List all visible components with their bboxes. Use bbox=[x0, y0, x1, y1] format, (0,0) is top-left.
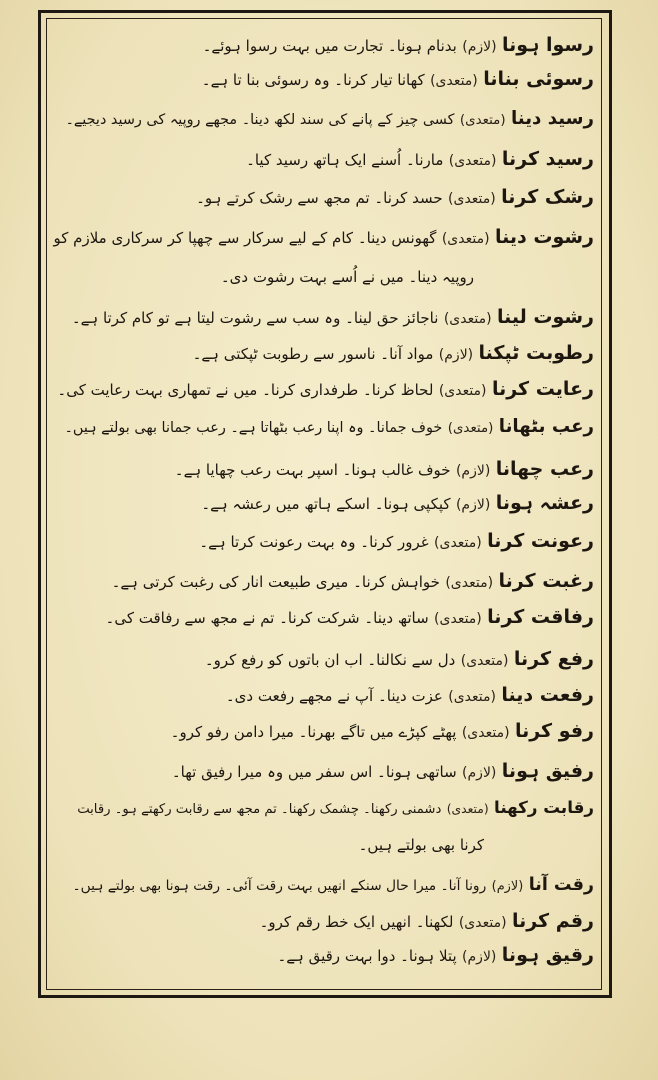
entry-definition: عزت دینا۔ آپ نے مجھے رفعت دی۔ bbox=[225, 687, 443, 705]
entry-definition: ساتھی ہونا۔ اس سفر میں وہ میرا رفیق تھا۔ bbox=[171, 763, 457, 781]
entry-grammar: (متعدی) bbox=[460, 653, 509, 669]
entry-grammar: (متعدی) bbox=[434, 611, 482, 627]
page-top-mark bbox=[310, 0, 330, 8]
entry-definition: حسد کرنا۔ تم مجھ سے رشک کرتے ہو۔ bbox=[196, 189, 443, 207]
entry-grammar: (متعدی) bbox=[441, 231, 490, 247]
entry-grammar: (لازم) bbox=[491, 879, 524, 894]
entry-term: رسید کرنا bbox=[501, 148, 594, 170]
entry-term: رعایت کرنا bbox=[491, 378, 594, 400]
entry-term: رسید دینا bbox=[510, 108, 594, 129]
entry-term: رطوبت ٹپکنا bbox=[478, 342, 594, 364]
entry-grammar: (متعدی) bbox=[448, 689, 496, 705]
entry-definition: مواد آنا۔ ناسور سے رطوبت ٹپکتی ہے۔ bbox=[192, 345, 434, 363]
entry-grammar: (لازم) bbox=[455, 497, 491, 513]
entry-grammar: (متعدی) bbox=[448, 191, 496, 207]
entry-term: رغبت کرنا bbox=[498, 570, 594, 592]
entry-definition: غرور کرنا۔ وہ بہت رعونت کرتا ہے۔ bbox=[199, 533, 429, 551]
entry-term: رشوت لینا bbox=[496, 306, 594, 328]
entry-definition: خوف جمانا۔ وہ اپنا رعب بٹھاتا ہے۔ رعب جمانا بھی بولتے ہیں۔ bbox=[64, 420, 443, 436]
entry-grammar: (متعدی) bbox=[434, 535, 482, 551]
entry-term: رعونت کرنا bbox=[487, 530, 594, 552]
entry-grammar: (متعدی) bbox=[430, 73, 478, 89]
entry-grammar: (متعدی) bbox=[445, 575, 494, 591]
entry-definition: ناجائز حق لینا۔ وہ سب سے رشوت لیتا ہے تو کام کرتا ہے۔ bbox=[71, 309, 439, 327]
entry bbox=[54, 68, 594, 92]
entry-grammar: (لازم) bbox=[438, 347, 474, 363]
entry bbox=[54, 720, 594, 744]
entry bbox=[54, 796, 594, 821]
entry bbox=[54, 148, 594, 172]
entry-definition: کپکپی ہونا۔ اسکے ہاتھ میں رعشہ ہے۔ bbox=[201, 495, 451, 513]
entry-term: رشک کرنا bbox=[501, 186, 594, 208]
entry-grammar: (متعدی) bbox=[446, 802, 489, 816]
entry-term: رعشہ ہونا bbox=[495, 492, 594, 514]
entry bbox=[54, 34, 594, 58]
entry bbox=[54, 378, 594, 402]
entry bbox=[54, 760, 594, 784]
entry-definition: روپیہ دینا۔ میں نے اُسے بہت رشوت دی۔ bbox=[220, 268, 474, 286]
entry-definition: خواہش کرنا۔ میری طبیعت انار کی رغبت کرتی ہے۔ bbox=[111, 573, 440, 591]
entry-term: رسوا ہونا bbox=[502, 34, 594, 56]
entry-definition: کھانا تیار کرنا۔ وہ رسوئی بنا تا ہے۔ bbox=[201, 71, 425, 89]
entry-term: رفیق ہونا bbox=[501, 760, 594, 782]
entry-term: رفع کرنا bbox=[513, 648, 594, 670]
entry-term: رفو کرنا bbox=[514, 720, 594, 742]
entry-definition: دشمنی رکھنا۔ چشمک رکھنا۔ تم مجھ سے رقابت رکھتے ہو۔ رقابت bbox=[77, 802, 442, 817]
entry bbox=[54, 944, 594, 968]
entry-grammar: (لازم) bbox=[462, 39, 497, 55]
entry-definition: گھونس دینا۔ کام کے لیے سرکار سے چھپا کر سرکاری ملازم کو bbox=[53, 229, 437, 247]
entry-definition: کرنا بھی بولتے ہیں۔ bbox=[358, 836, 484, 854]
entry-grammar: (متعدی) bbox=[447, 421, 494, 436]
entry-continuation bbox=[54, 834, 594, 856]
entry bbox=[54, 226, 594, 250]
entry bbox=[54, 108, 594, 132]
entry-definition: مارنا۔ اُسنے ایک ہاتھ رسید کیا۔ bbox=[246, 151, 444, 169]
entry bbox=[54, 492, 594, 516]
entry bbox=[54, 684, 594, 708]
entry bbox=[54, 306, 594, 330]
entry-definition: کسی چیز کے پانے کی سند لکھ دینا۔ مجھے روپیہ کی رسید دیجیے۔ bbox=[65, 112, 455, 128]
entry bbox=[54, 342, 594, 366]
entry bbox=[54, 910, 594, 934]
entry-grammar: (متعدی) bbox=[443, 311, 492, 327]
entry-grammar: (لازم) bbox=[462, 949, 497, 965]
entry-term: رقم کرنا bbox=[511, 910, 594, 932]
dictionary-entries bbox=[54, 26, 594, 976]
entry bbox=[54, 606, 594, 630]
entry-grammar: (لازم) bbox=[455, 463, 491, 479]
entry-grammar: (متعدی) bbox=[458, 915, 507, 931]
entry-term: رقت آنا bbox=[528, 875, 594, 895]
entry-term: رقابت رکھنا bbox=[494, 797, 594, 817]
entry-term: رشوت دینا bbox=[494, 226, 594, 248]
entry bbox=[54, 570, 594, 594]
entry-continuation bbox=[54, 266, 594, 288]
entry-grammar: (متعدی) bbox=[459, 113, 506, 128]
entry-grammar: (متعدی) bbox=[461, 725, 510, 741]
entry-term: رفاقت کرنا bbox=[487, 606, 594, 628]
entry-definition: پتلا ہونا۔ دوا بہت رقیق ہے۔ bbox=[277, 947, 457, 965]
entry-term: رعب بٹھانا bbox=[498, 416, 594, 437]
entry-definition: بدنام ہونا۔ تجارت میں بہت رسوا ہوئے۔ bbox=[202, 37, 457, 55]
entry bbox=[54, 874, 594, 898]
entry-definition: دل سے نکالنا۔ اب ان باتوں کو رفع کرو۔ bbox=[204, 651, 456, 669]
entry bbox=[54, 648, 594, 672]
entry-term: رقیق ہونا bbox=[501, 944, 594, 966]
entry bbox=[54, 530, 594, 554]
entry-grammar: (متعدی) bbox=[438, 383, 487, 399]
entry-term: رعب چھانا bbox=[495, 458, 594, 480]
entry-definition: پھٹے کپڑے میں تاگے بھرنا۔ میرا دامن رفو کرو۔ bbox=[170, 723, 457, 741]
entry-definition: رونا آنا۔ میرا حال سنکے انھیں بہت رقت آئی۔ رقت ہونا بھی بولتے ہیں۔ bbox=[72, 878, 487, 894]
entry-definition: لکھنا۔ انھیں ایک خط رقم کرو۔ bbox=[259, 913, 454, 931]
entry-grammar: (لازم) bbox=[462, 765, 497, 781]
entry-term: رسوئی بنانا bbox=[483, 68, 594, 90]
entry bbox=[54, 416, 594, 440]
entry-term: رفعت دینا bbox=[501, 684, 594, 706]
entry bbox=[54, 458, 594, 482]
entry-definition: خوف غالب ہونا۔ اسپر بہت رعب چھایا ہے۔ bbox=[174, 461, 451, 479]
entry bbox=[54, 186, 594, 210]
entry-definition: ساتھ دینا۔ شرکت کرنا۔ تم نے مجھ سے رفاقت کی۔ bbox=[105, 609, 429, 627]
entry-definition: لحاظ کرنا۔ طرفداری کرنا۔ میں نے تمھاری بہت رعایت کی۔ bbox=[57, 381, 434, 399]
entry-grammar: (متعدی) bbox=[448, 153, 497, 169]
